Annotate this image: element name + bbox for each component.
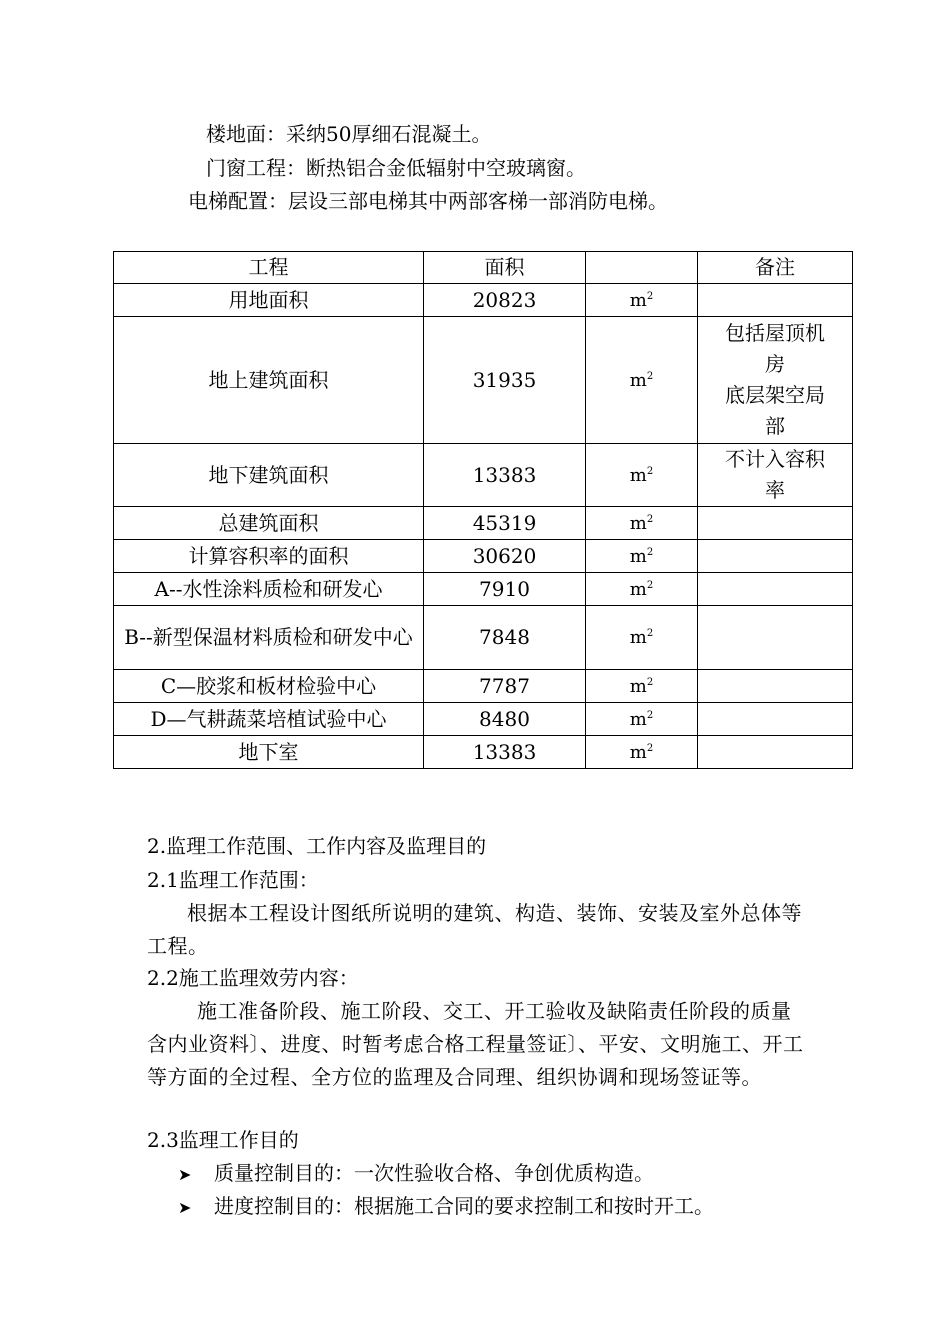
- row-area: 13383: [424, 444, 586, 507]
- row-name: 用地面积: [114, 284, 424, 317]
- row-area: 7910: [424, 573, 586, 606]
- row-area: 31935: [424, 317, 586, 444]
- table-header-row: [114, 252, 853, 284]
- header-unit: [586, 252, 698, 284]
- table-row: [114, 573, 853, 606]
- row-name: C—胶浆和板材检验中心: [114, 670, 424, 703]
- section-2-2-body: 施工准备阶段、施工阶段、交工、开工验收及缺陷责任阶段的质量含内业资料〕、进度、时暂考虑合格工程量签证〕、平安、文明施工、开工等方面的全过程、全方位的监理及合同理、组织协调和现场签证等。: [147, 999, 804, 1089]
- row-area: 13383: [424, 736, 586, 769]
- row-area: 7787: [424, 670, 586, 703]
- section-2-1-body: 根据本工程设计图纸所说明的建筑、构造、装饰、安装及室外总体等工程。: [147, 901, 802, 958]
- row-name: 地下室: [114, 736, 424, 769]
- table-row: [114, 736, 853, 769]
- table-row: [114, 606, 853, 670]
- bullet-text: 进度控制目的：根据施工合同的要求控制工和按时开工。: [214, 1194, 714, 1218]
- row-note: [698, 606, 853, 670]
- row-unit: $m^2$: [586, 317, 698, 444]
- row-unit: $m^2$: [586, 573, 698, 606]
- intro-elevator: 电梯配置：层设三部电梯其中两部客梯一部消防电梯。: [188, 189, 668, 213]
- table-row: [114, 444, 853, 507]
- intro-windows: 门窗工程：断热铝合金低辐射中空玻璃窗。: [206, 156, 586, 180]
- row-name: 地下建筑面积: [114, 444, 424, 507]
- row-note: [698, 540, 853, 573]
- row-area: 45319: [424, 507, 586, 540]
- section-2-title: 2.监理工作范围、工作内容及监理目的: [147, 834, 487, 858]
- row-note: [698, 703, 853, 736]
- row-name: D—气耕蔬菜培植试验中心: [114, 703, 424, 736]
- section-2-2-title: 2.2施工监理效劳内容：: [147, 966, 359, 990]
- row-area: 30620: [424, 540, 586, 573]
- header-note: 备注: [698, 252, 853, 284]
- row-note: [698, 670, 853, 703]
- area-table: [113, 251, 853, 769]
- table-row: [114, 670, 853, 703]
- bullet-text: 质量控制目的：一次性验收合格、争创优质构造。: [214, 1161, 654, 1185]
- table-row: [114, 317, 853, 444]
- row-area: 8480: [424, 703, 586, 736]
- row-area: 7848: [424, 606, 586, 670]
- row-unit: $m^2$: [586, 606, 698, 670]
- arrow-bullet-icon: ➤: [178, 1198, 192, 1217]
- row-unit: $m^2$: [586, 670, 698, 703]
- section-2-3-title: 2.3监理工作目的: [147, 1128, 299, 1152]
- row-note: [698, 573, 853, 606]
- bullet-schedule: [178, 1190, 714, 1224]
- table-row: [114, 703, 853, 736]
- row-unit: $m^2$: [586, 540, 698, 573]
- row-unit: $m^2$: [586, 444, 698, 507]
- row-note: [698, 507, 853, 540]
- table-row: [114, 540, 853, 573]
- row-name: B--新型保温材料质检和研发中心: [114, 606, 424, 670]
- row-unit: $m^2$: [586, 284, 698, 317]
- section-2-1-title: 2.1监理工作范围：: [147, 868, 319, 892]
- table-row: [114, 284, 853, 317]
- header-project: 工程: [114, 252, 424, 284]
- row-unit: $m^2$: [586, 703, 698, 736]
- row-area: 20823: [424, 284, 586, 317]
- table-row: [114, 507, 853, 540]
- row-note: [698, 736, 853, 769]
- row-note: [698, 284, 853, 317]
- row-name: 总建筑面积: [114, 507, 424, 540]
- intro-floor: 楼地面：采纳50厚细石混凝土。: [206, 122, 492, 146]
- header-area: 面积: [424, 252, 586, 284]
- row-note: 包括屋顶机房 底层架空局部: [698, 317, 853, 444]
- row-unit: $m^2$: [586, 736, 698, 769]
- row-name: 地上建筑面积: [114, 317, 424, 444]
- row-note: 不计入容积率: [698, 444, 853, 507]
- row-name: 计算容积率的面积: [114, 540, 424, 573]
- bullet-quality: [178, 1157, 654, 1191]
- row-unit: $m^2$: [586, 507, 698, 540]
- arrow-bullet-icon: ➤: [178, 1165, 192, 1184]
- row-name: A--水性涂料质检和研发心: [114, 573, 424, 606]
